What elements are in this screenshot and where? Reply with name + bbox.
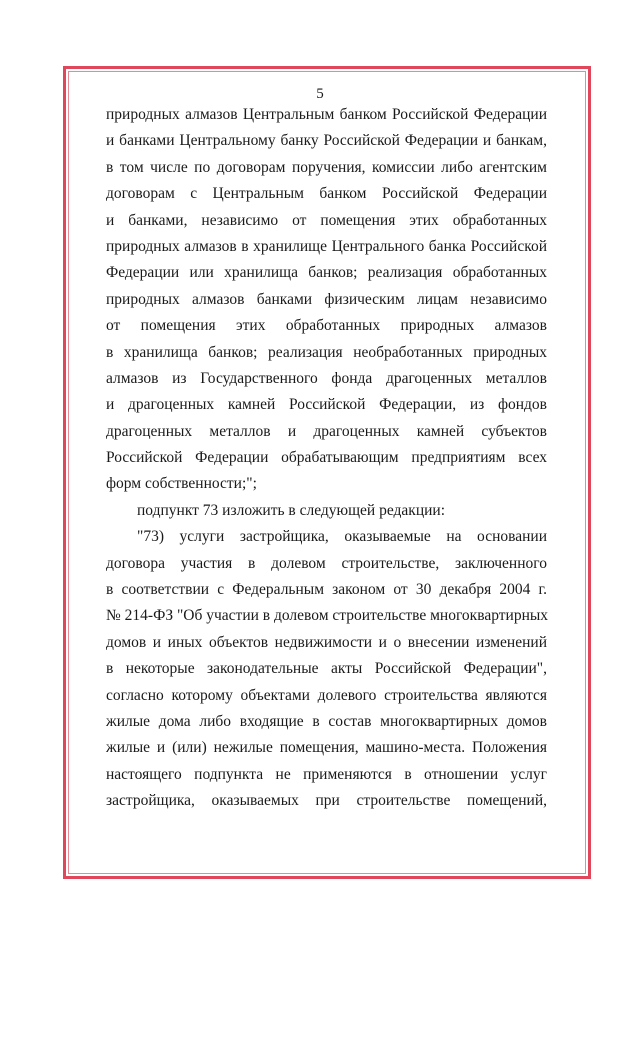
document-body bbox=[106, 102, 547, 815]
text-line: в хранилища банков; реализация необработанных природных bbox=[106, 343, 547, 361]
text-line: подпункт 73 изложить в следующей редакции: bbox=[137, 501, 446, 519]
text-line: и драгоценных камней Российской Федерации, из фондов bbox=[106, 396, 547, 414]
text-line: домов и иных объектов недвижимости и о внесении изменений bbox=[106, 633, 547, 651]
text-line: жилые дома либо входящие в состав многоквартирных домов bbox=[106, 712, 547, 730]
text-line: драгоценных металлов и драгоценных камней субъектов bbox=[106, 422, 547, 440]
text-line: настоящего подпункта не применяются в отношении услуг bbox=[106, 765, 547, 783]
text-line: в том числе по договорам поручения, комиссии либо агентским bbox=[106, 158, 547, 176]
text-line: "73) услуги застройщика, оказываемые на основании bbox=[137, 528, 547, 546]
text-line: природных алмазов банками физическим лицам независимо bbox=[106, 290, 547, 308]
text-line: от помещения этих обработанных природных алмазов bbox=[106, 317, 547, 335]
text-line: и банками, независимо от помещения этих обработанных bbox=[106, 211, 547, 229]
text-line: форм собственности;"; bbox=[106, 475, 257, 493]
text-line: Федерации или хранилища банков; реализация обработанных bbox=[106, 264, 547, 282]
text-line: в некоторые законодательные акты Российской Федерации", bbox=[106, 660, 547, 678]
text-line: и банками Центральному банку Российской Федерации и банкам, bbox=[106, 132, 547, 150]
text-line: № 214-ФЗ "Об участии в долевом строительстве многоквартирных bbox=[106, 607, 549, 625]
text-line: договорам с Центральным банком Российской Федерации bbox=[106, 185, 547, 203]
text-line: алмазов из Государственного фонда драгоценных металлов bbox=[106, 369, 547, 387]
text-line: природных алмазов в хранилище Центрального банка Российской bbox=[106, 237, 547, 255]
text-line: согласно которому объектами долевого строительства являются bbox=[106, 686, 547, 704]
text-line: в соответствии с Федеральным законом от 30 декабря 2004 г. bbox=[106, 581, 547, 599]
text-line: застройщика, оказываемых при строительстве помещений, bbox=[106, 792, 547, 810]
text-line: договора участия в долевом строительстве, заключенного bbox=[106, 554, 547, 572]
text-line: жилые и (или) нежилые помещения, машино-места. Положения bbox=[106, 739, 547, 757]
page-number: 5 bbox=[316, 86, 324, 102]
text-line: природных алмазов Центральным банком Российской Федерации bbox=[106, 106, 547, 123]
text-line: Российской Федерации обрабатывающим предприятиям всех bbox=[106, 449, 547, 467]
